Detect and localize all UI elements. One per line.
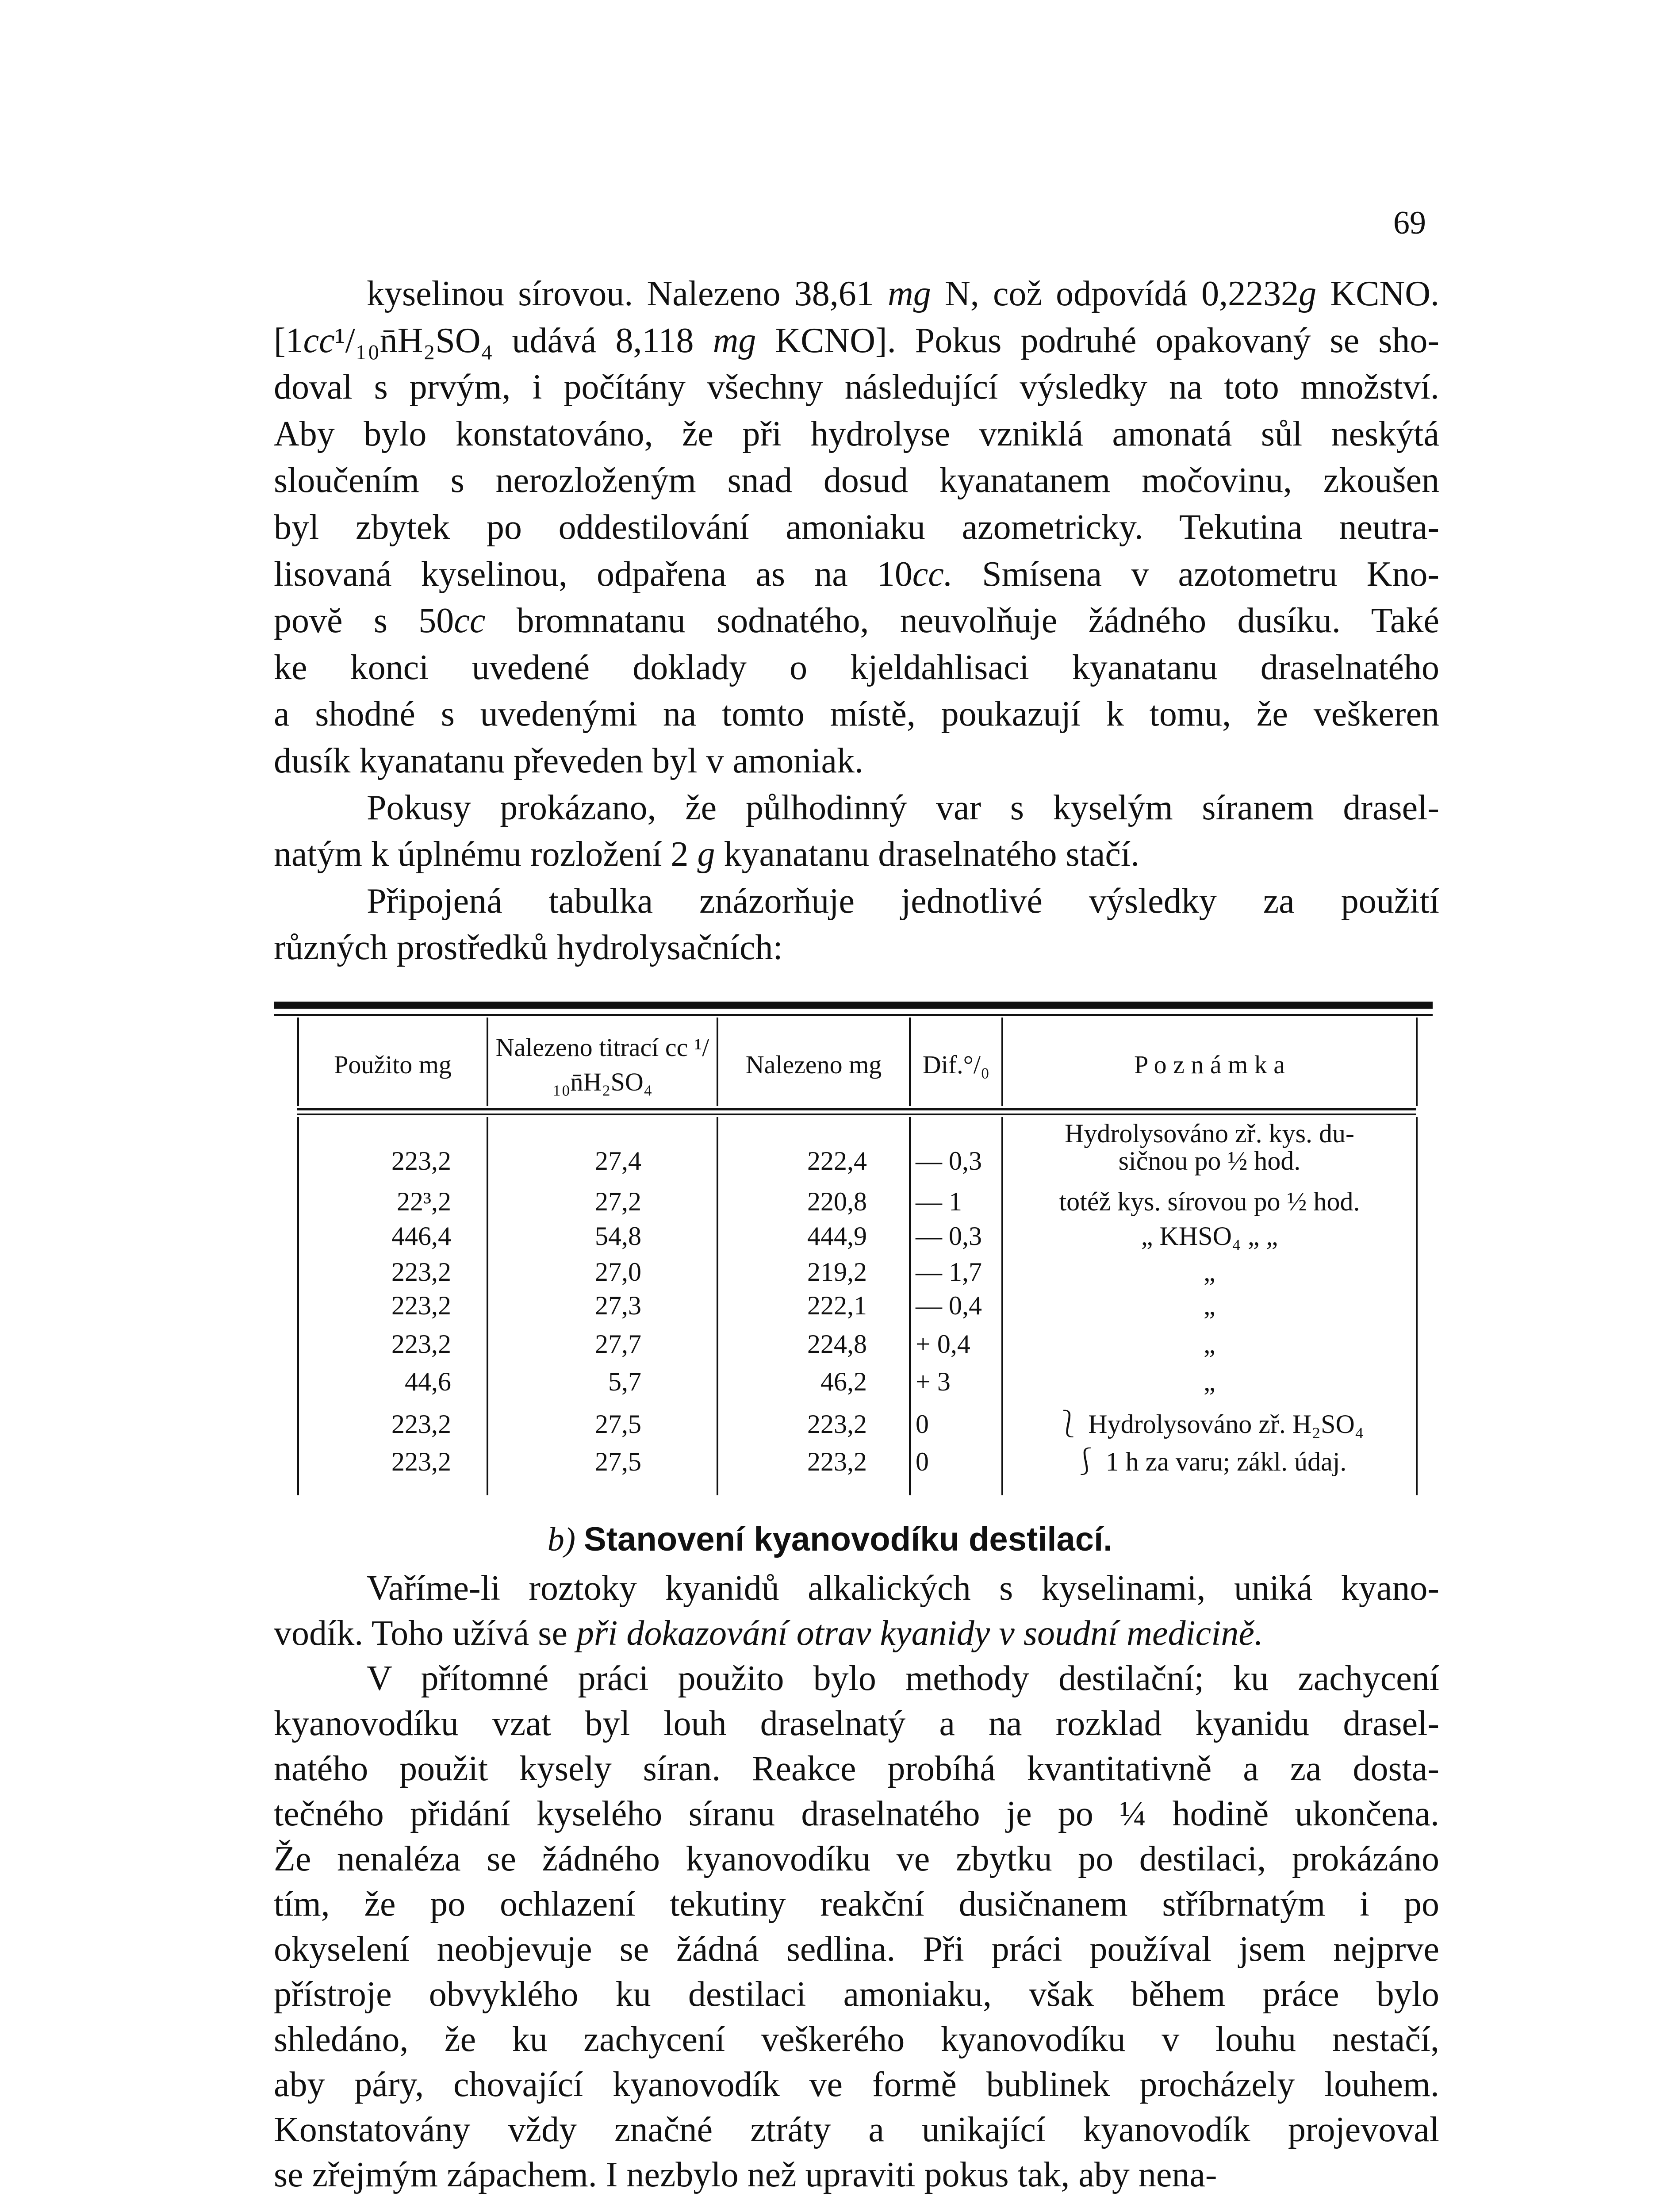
text-segment: a shodné s uvedenými na tomto místě, poukazují k tomu, že veškeren [274, 695, 1439, 734]
text-segment: cc [303, 321, 335, 360]
text-segment: [1 [274, 321, 303, 360]
cell-nalezeno: 444,9 [807, 1221, 867, 1251]
text-segment: se zřejmým zápachem. I nezbylo než upraviti pokus tak, aby nena- [274, 2155, 1217, 2194]
text-segment: g [1299, 274, 1317, 313]
text-segment: cc [454, 601, 486, 641]
cell-pouzito: 44,6 [405, 1367, 451, 1396]
cell-titrace: 54,8 [595, 1221, 641, 1251]
cell-remark: totéž kys. sírovou po ½ hod. [1059, 1187, 1360, 1216]
cell-titrace: 27,5 [595, 1447, 641, 1476]
cell-nalezeno: 222,1 [807, 1291, 867, 1320]
text-segment: KCNO. [1316, 274, 1439, 313]
upper-text-block [274, 271, 1439, 972]
cell-remark: „ KHSO₄ „ „ [1141, 1221, 1278, 1251]
text-line [274, 2107, 1439, 2152]
cell-pouzito: 22³,2 [397, 1187, 451, 1216]
table-top-rule-thin [274, 1014, 1433, 1016]
table-top-rule-thick [274, 1002, 1433, 1009]
lower-text-block [274, 1566, 1439, 2197]
header-dif [911, 1025, 1001, 1105]
text-segment: V přítomné práci použito bylo methody destilační; ku zachycení [367, 1659, 1439, 1698]
cell-remark: sičnou po ½ hod. [1118, 1146, 1301, 1175]
text-segment: mg [713, 321, 756, 360]
cell-dif: — 0,4 [916, 1291, 982, 1320]
header-pouzito [299, 1025, 487, 1105]
text-line [274, 411, 1439, 458]
header-label: Použito mg [334, 1050, 452, 1079]
cell-nalezeno: 223,2 [807, 1409, 867, 1439]
cell-remark: „ [1204, 1257, 1215, 1286]
text-line [274, 1972, 1439, 2017]
text-line [274, 2017, 1439, 2062]
text-line [274, 878, 1439, 925]
cell-pouzito: 223,2 [391, 1409, 451, 1439]
column-divider [487, 1117, 488, 1495]
cell-remark: „ [1204, 1291, 1215, 1320]
cell-titrace: 27,2 [595, 1187, 641, 1216]
header-titrace [488, 1025, 717, 1105]
cell-pouzito: 223,2 [391, 1329, 451, 1359]
text-line [274, 1746, 1439, 1791]
header-label: P o z n á m k a [1134, 1050, 1285, 1079]
text-segment: bromnatanu sodnatého, neuvolňuje žádného dusíku. Také [485, 601, 1440, 641]
cell-dif: — 0,3 [916, 1146, 982, 1175]
header-nalezeno [718, 1025, 909, 1105]
text-segment: sloučením s nerozloženým snad dosud kyanatanem močovinu, zkoušen [274, 461, 1439, 500]
text-line [274, 504, 1439, 551]
text-segment: kyanatanu draselnatého stačí. [715, 835, 1140, 874]
cell-titrace: 27,7 [595, 1329, 641, 1359]
section-label: b) [547, 1521, 576, 1558]
cell-remark: Hydrolysováno zř. kys. du- [1065, 1119, 1354, 1148]
text-segment: mg [887, 274, 931, 313]
text-line [274, 1927, 1439, 1972]
cell-pouzito: 223,2 [391, 1146, 451, 1175]
cell-titrace: 5,7 [608, 1367, 641, 1396]
text-segment: ¹/₁₀n̄H₂SO₄ udává 8,118 [334, 321, 713, 360]
cell-pouzito: 223,2 [391, 1291, 451, 1320]
cell-pouzito: 446,4 [391, 1221, 451, 1251]
cell-remark: ⎰ 1 h za varu; zákl. údaj. [1072, 1447, 1347, 1476]
cell-titrace: 27,3 [595, 1291, 641, 1320]
text-line [274, 785, 1439, 832]
text-line [274, 1791, 1439, 1836]
text-line [274, 1882, 1439, 1927]
cell-dif: 0 [916, 1447, 929, 1476]
cell-nalezeno: 223,2 [807, 1447, 867, 1476]
cell-dif: 0 [916, 1409, 929, 1439]
text-segment: vodík. Toho užívá se [274, 1614, 576, 1653]
cell-titrace: 27,5 [595, 1409, 641, 1439]
section-heading [0, 1517, 1660, 1562]
text-segment: g [697, 835, 715, 874]
cell-nalezeno: 46,2 [820, 1367, 867, 1396]
text-segment: tím, že po ochlazení tekutiny reakční dusičnanem stříbrnatým i po [274, 1885, 1439, 1924]
text-segment: Připojená tabulka znázorňuje jednotlivé výsledky za použití [367, 881, 1439, 921]
column-divider [909, 1117, 911, 1495]
cell-nalezeno: 220,8 [807, 1187, 867, 1216]
header-label: Nalezeno titrací cc ¹/₁₀n̄H₂SO₄ [495, 1033, 709, 1096]
text-line [274, 598, 1439, 645]
text-segment: N, což odpovídá 0,2232 [931, 274, 1299, 313]
text-segment: shledáno, že ku zachycení veškerého kyanovodíku v louhu nestačí, [274, 2020, 1439, 2059]
text-line [274, 1701, 1439, 1746]
column-divider [1001, 1117, 1003, 1495]
text-segment: různých prostředků hydrolysačních: [274, 928, 783, 968]
text-segment: aby páry, chovající kyanovodík ve formě bublinek procházely louhem. [274, 2065, 1439, 2104]
cell-nalezeno: 222,4 [807, 1146, 867, 1175]
text-segment: Konstatovány vždy značné ztráty a unikající kyanovodík projevoval [274, 2110, 1439, 2149]
text-line [274, 645, 1439, 691]
text-segment: lisovaná kyselinou, odpařena as na 10 [274, 554, 912, 594]
text-line [274, 1566, 1439, 1611]
text-segment: Smísena v azotometru Kno- [952, 554, 1439, 594]
cell-pouzito: 223,2 [391, 1447, 451, 1476]
text-line [274, 364, 1439, 411]
text-segment: povĕ s 50 [274, 601, 454, 641]
page-number: 69 [1393, 205, 1426, 241]
text-segment: kyselinou sírovou. Nalezeno 38,61 [367, 274, 888, 313]
text-line [274, 831, 1439, 878]
cell-titrace: 27,0 [595, 1257, 641, 1286]
text-segment: přístroje obvyklého ku destilaci amoniaku, však během práce bylo [274, 1975, 1439, 2014]
cell-remark: „ [1204, 1329, 1215, 1359]
section-title: Stanovení kyanovodíku destilací. [584, 1521, 1113, 1558]
text-line [274, 1611, 1439, 1656]
text-line [274, 925, 1439, 972]
cell-remark: „ [1204, 1367, 1215, 1396]
text-segment: Pokusy prokázano, že půlhodinný var s kyselým síranem drasel- [367, 788, 1439, 827]
cell-remark: ⎱ Hydrolysováno zř. H₂SO₄ [1055, 1409, 1364, 1439]
text-segment: při dokazování otrav kyanidy v soudní medicině. [576, 1614, 1263, 1653]
column-divider [1001, 1018, 1003, 1106]
cell-dif: — 1,7 [916, 1257, 982, 1286]
cell-dif: + 0,4 [916, 1329, 970, 1359]
column-divider [297, 1117, 299, 1495]
column-divider [1416, 1018, 1418, 1106]
cell-titrace: 27,4 [595, 1146, 641, 1175]
table-header-rule [297, 1108, 1416, 1110]
text-line [274, 551, 1439, 598]
cell-nalezeno: 219,2 [807, 1257, 867, 1286]
text-line [274, 271, 1439, 318]
column-divider [1416, 1117, 1418, 1495]
text-line [274, 2152, 1439, 2197]
text-segment: okyselení neobjevuje se žádná sedlina. Při práci používal jsem nejprve [274, 1930, 1439, 1969]
text-segment: natého použit kysely síran. Reakce probíhá kvantitativně a za dosta- [274, 1749, 1439, 1788]
text-segment: tečného přidání kyselého síranu draselnatého je po ¼ hodině ukončena. [274, 1794, 1439, 1833]
header-poznamka [1003, 1025, 1416, 1105]
text-segment: Aby bylo konstatováno, že při hydrolyse vzniklá amonatá sůl neskýtá [274, 414, 1439, 453]
text-segment: kyanovodíku vzat byl louh draselnatý a na rozklad kyanidu drasel- [274, 1704, 1439, 1743]
text-segment: KCNO]. Pokus podruhé opakovaný se sho- [756, 321, 1439, 360]
text-segment: natým k úplnému rozložení 2 [274, 835, 698, 874]
column-divider [487, 1018, 488, 1106]
column-divider [717, 1117, 718, 1495]
text-segment: ke konci uvedené doklady o kjeldahlisaci kyanatanu draselnatého [274, 648, 1439, 687]
column-divider [717, 1018, 718, 1106]
column-divider [909, 1018, 911, 1106]
header-label: Nalezeno mg [745, 1050, 882, 1079]
text-segment: Vaříme-li roztoky kyanidů alkalických s kyselinami, uniká kyano- [367, 1569, 1439, 1608]
cell-dif: — 0,3 [916, 1221, 982, 1251]
text-segment: doval s prvým, i počítány všechny následující výsledky na toto množství. [274, 368, 1439, 407]
cell-pouzito: 223,2 [391, 1257, 451, 1286]
text-line [274, 691, 1439, 738]
text-segment: Že nenaléza se žádného kyanovodíku ve zbytku po destilaci, prokázáno [274, 1839, 1439, 1878]
text-line [274, 1656, 1439, 1701]
text-line [274, 2062, 1439, 2107]
text-line [274, 1836, 1439, 1882]
text-segment: byl zbytek po oddestilování amoniaku azometricky. Tekutina neutra- [274, 507, 1439, 547]
text-line [274, 318, 1439, 365]
cell-dif: — 1 [916, 1187, 962, 1216]
text-line [274, 738, 1439, 785]
cell-nalezeno: 224,8 [807, 1329, 867, 1359]
text-segment: cc. [912, 554, 953, 594]
cell-dif: + 3 [916, 1367, 951, 1396]
text-line [274, 457, 1439, 504]
header-label: Dif.°/₀ [922, 1050, 990, 1079]
column-divider [297, 1018, 299, 1106]
text-segment: dusík kyanatanu převeden byl v amoniak. [274, 741, 863, 780]
